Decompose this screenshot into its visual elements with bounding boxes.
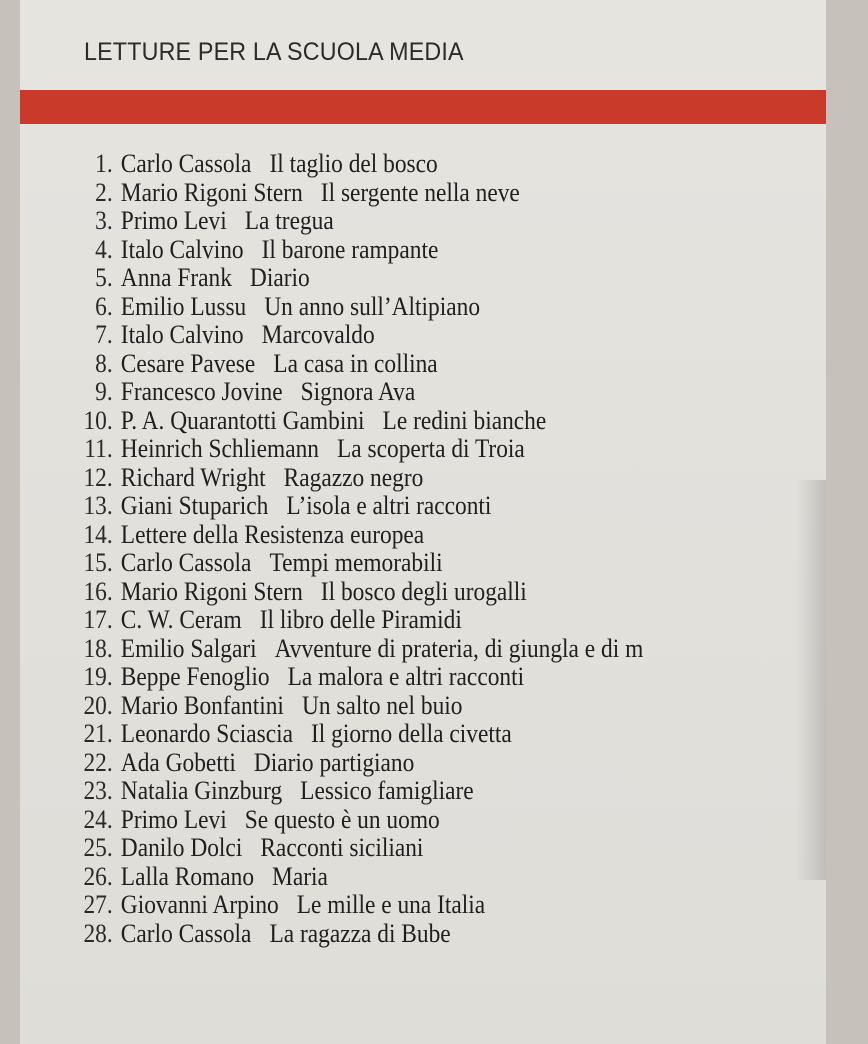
list-item (20, 578, 643, 607)
item-number: 6. (95, 291, 113, 321)
item-author: Natalia Ginzburg (120, 776, 283, 805)
list-item (20, 179, 643, 208)
item-title: L’isola e altri racconti (286, 491, 492, 520)
item-title: Un salto nel buio (301, 690, 463, 720)
item-author: Giani Stuparich (120, 491, 269, 520)
item-author: Primo Levi (120, 206, 227, 235)
list-item (20, 464, 643, 493)
item-title: Diario (249, 263, 310, 292)
item-number: 4. (95, 234, 113, 264)
item-number: 28. (83, 918, 113, 948)
list-item (20, 749, 643, 778)
item-title: Maria (272, 861, 328, 891)
item-number: 3. (95, 206, 113, 235)
item-number: 10. (83, 405, 113, 435)
list-item (20, 293, 643, 322)
list-item (20, 150, 643, 179)
list-item (20, 435, 643, 464)
list-item (20, 806, 643, 835)
item-number: 27. (83, 890, 113, 919)
item-author: Italo Calvino (120, 320, 244, 349)
book-list (20, 150, 713, 948)
item-number: 7. (95, 320, 113, 349)
list-item (20, 264, 643, 293)
item-number: 15. (83, 548, 113, 577)
list-item (20, 777, 643, 806)
item-title: Il giorno della civetta (310, 719, 512, 748)
list-item (20, 492, 643, 521)
item-title: Ragazzo negro (283, 462, 424, 492)
item-author: Mario Rigoni Stern (120, 177, 303, 207)
item-title: La casa in collina (273, 348, 438, 378)
list-item (20, 834, 643, 863)
item-author: Giovanni Arpino (120, 890, 279, 919)
item-author: P. A. Quarantotti Gambini (120, 405, 365, 435)
item-number: 25. (83, 833, 113, 862)
list-item (20, 635, 643, 664)
item-number: 16. (83, 576, 113, 606)
page-edge-shadow (796, 480, 826, 880)
item-number: 17. (83, 605, 113, 634)
list-item (20, 692, 643, 721)
list-item (20, 863, 643, 892)
item-author: Lalla Romano (120, 861, 255, 891)
list-item (20, 720, 643, 749)
item-title: Marcovaldo (261, 320, 375, 349)
item-title: La scoperta di Troia (336, 434, 525, 463)
item-number: 1. (95, 149, 113, 178)
item-author: Ada Gobetti (120, 747, 236, 777)
item-author: Lettere della Resistenza europea (120, 519, 425, 549)
item-number: 24. (83, 804, 113, 834)
item-title: Avventure di prateria, di giungla e di m (274, 633, 644, 663)
item-title: Tempi memorabili (269, 548, 443, 577)
item-number: 20. (83, 690, 113, 720)
list-item (20, 663, 643, 692)
item-number: 12. (83, 462, 113, 492)
item-title: Il barone rampante (261, 234, 439, 264)
item-number: 2. (95, 177, 113, 207)
item-title: Un anno sull’Altipiano (264, 291, 481, 321)
item-author: Cesare Pavese (120, 348, 256, 378)
item-author: Emilio Salgari (120, 633, 257, 663)
item-number: 9. (95, 377, 113, 406)
list-item (20, 549, 643, 578)
item-number: 11. (84, 434, 113, 463)
item-title: La ragazza di Bube (269, 918, 451, 948)
item-title: Signora Ava (300, 377, 416, 406)
list-item (20, 407, 643, 436)
red-divider-band (20, 90, 826, 124)
item-author: Italo Calvino (120, 234, 244, 264)
item-author: Danilo Dolci (120, 833, 243, 862)
item-author: Mario Bonfantini (120, 690, 284, 720)
item-number: 19. (83, 662, 113, 691)
item-author: Richard Wright (120, 462, 266, 492)
item-number: 21. (83, 719, 113, 748)
item-author: Heinrich Schliemann (120, 434, 319, 463)
item-number: 18. (83, 633, 113, 663)
item-number: 8. (95, 348, 113, 378)
item-author: Beppe Fenoglio (120, 662, 270, 691)
item-title: Le redini bianche (382, 405, 547, 435)
item-title: La malora e altri racconti (287, 662, 525, 691)
item-title: Diario partigiano (253, 747, 415, 777)
list-item (20, 606, 643, 635)
item-author: Anna Frank (120, 263, 232, 292)
list-item (20, 207, 643, 236)
item-author: Carlo Cassola (120, 149, 252, 178)
item-author: Mario Rigoni Stern (120, 576, 303, 606)
list-item (20, 521, 643, 550)
item-title: Il sergente nella neve (320, 177, 520, 207)
item-number: 23. (83, 776, 113, 805)
item-author: Carlo Cassola (120, 918, 252, 948)
item-author: Leonardo Sciascia (120, 719, 293, 748)
list-item (20, 378, 643, 407)
item-author: Emilio Lussu (120, 291, 247, 321)
item-number: 14. (83, 519, 113, 549)
item-title: Le mille e una Italia (296, 890, 486, 919)
series-title: LETTURE PER LA SCUOLA MEDIA (84, 38, 464, 66)
list-item (20, 920, 643, 949)
item-author: Carlo Cassola (120, 548, 252, 577)
item-title: Il bosco degli urogalli (320, 576, 527, 606)
list-item (20, 236, 643, 265)
list-item (20, 350, 643, 379)
printed-page (20, 0, 826, 1044)
item-author: C. W. Ceram (120, 605, 242, 634)
item-title: Lessico famigliare (300, 776, 474, 805)
item-author: Francesco Jovine (120, 377, 283, 406)
item-title: La tregua (244, 206, 334, 235)
item-number: 22. (83, 747, 113, 777)
item-title: Il taglio del bosco (269, 149, 438, 178)
item-title: Il libro delle Piramidi (259, 605, 462, 634)
item-title: Se questo è un uomo (244, 804, 440, 834)
item-title: Racconti siciliani (260, 833, 424, 862)
item-number: 13. (83, 491, 113, 520)
list-item (20, 321, 643, 350)
list-item (20, 891, 643, 920)
item-number: 26. (83, 861, 113, 891)
item-author: Primo Levi (120, 804, 227, 834)
item-number: 5. (95, 263, 113, 292)
